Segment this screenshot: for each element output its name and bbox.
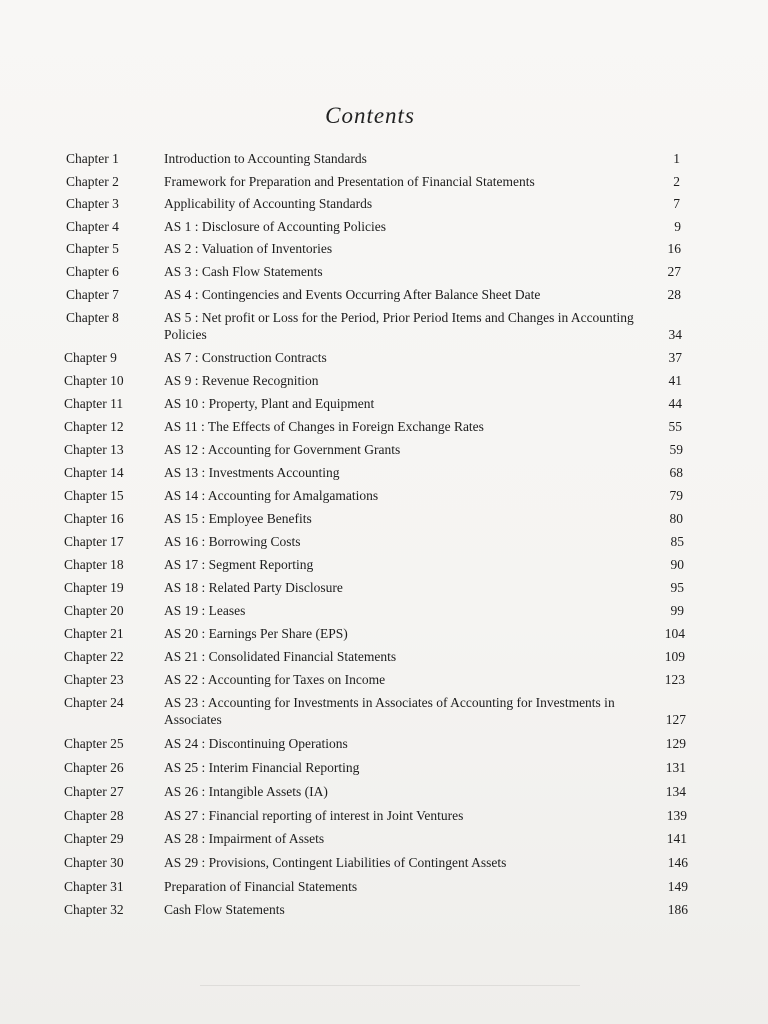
- chapter-number: Chapter 15: [64, 488, 124, 503]
- chapter-title: AS 20 : Earnings Per Share (EPS): [164, 626, 348, 641]
- chapter-title: AS 22 : Accounting for Taxes on Income: [164, 672, 386, 687]
- page-number: 90: [670, 557, 684, 572]
- chapter-number: Chapter 30: [64, 855, 124, 870]
- chapter-title: AS 21 : Consolidated Financial Statements: [164, 649, 397, 664]
- chapter-title: AS 4 : Contingencies and Events Occurring After Balance Sheet Date: [164, 287, 541, 302]
- chapter-title: AS 5 : Net profit or Loss for the Period, Prior Period Items and Changes in Accounting Policies: [164, 310, 634, 342]
- chapter-number: Chapter 2: [66, 174, 119, 189]
- chapter-title: AS 26 : Intangible Assets (IA): [164, 784, 328, 799]
- chapter-number: Chapter 6: [66, 264, 119, 279]
- chapter-title: AS 3 : Cash Flow Statements: [164, 264, 323, 279]
- chapter-title: AS 9 : Revenue Recognition: [164, 373, 319, 388]
- chapter-number: Chapter 12: [64, 419, 124, 434]
- chapter-number: Chapter 5: [66, 241, 119, 256]
- chapter-number: Chapter 31: [64, 879, 124, 894]
- chapter-number: Chapter 14: [64, 465, 124, 480]
- chapter-number: Chapter 17: [64, 534, 124, 549]
- chapter-title: AS 16 : Borrowing Costs: [164, 534, 301, 549]
- page-number: 80: [669, 511, 683, 526]
- chapter-number: Chapter 21: [64, 626, 124, 641]
- page-number: 186: [667, 902, 688, 917]
- chapter-number: Chapter 26: [64, 760, 124, 775]
- chapter-title: AS 23 : Accounting for Investments in Associates of Accounting for Investments in Associates: [164, 695, 615, 727]
- chapter-number: Chapter 20: [64, 603, 124, 618]
- chapter-title: AS 10 : Property, Plant and Equipment: [164, 396, 375, 411]
- chapter-number: Chapter 19: [64, 580, 124, 595]
- page-number: 44: [668, 396, 682, 411]
- page-number: 149: [667, 879, 688, 894]
- page-title: Contents: [325, 103, 415, 128]
- page-number: 141: [666, 831, 687, 846]
- chapter-title: AS 29 : Provisions, Contingent Liabilities of Contingent Assets: [164, 855, 507, 870]
- chapter-number: Chapter 3: [66, 196, 119, 211]
- chapter-number: Chapter 28: [64, 808, 124, 823]
- chapter-title: AS 25 : Interim Financial Reporting: [164, 760, 360, 775]
- page-number: 79: [669, 488, 683, 503]
- page-number: 129: [665, 736, 686, 751]
- chapter-title: Framework for Preparation and Presentation of Financial Statements: [164, 174, 535, 189]
- page-number: 146: [667, 855, 688, 870]
- page-number: 16: [667, 241, 681, 256]
- page-number: 55: [668, 419, 682, 434]
- chapter-number: Chapter 9: [64, 350, 117, 365]
- page-number: 85: [670, 534, 684, 549]
- chapter-title: AS 13 : Investments Accounting: [164, 465, 340, 480]
- page-number: 139: [666, 808, 687, 823]
- page-edge-shadow: [200, 985, 580, 986]
- chapter-title: Cash Flow Statements: [164, 902, 285, 917]
- chapter-title: AS 27 : Financial reporting of interest in Joint Ventures: [164, 808, 464, 823]
- page-number: 7: [673, 196, 680, 211]
- page-number: 28: [667, 287, 681, 302]
- chapter-number: Chapter 7: [66, 287, 119, 302]
- page-number: 1: [673, 151, 680, 166]
- chapter-title: Preparation of Financial Statements: [164, 879, 358, 894]
- page-number: 34: [668, 327, 682, 342]
- chapter-number: Chapter 16: [64, 511, 124, 526]
- chapter-number: Chapter 25: [64, 736, 124, 751]
- chapter-title: AS 1 : Disclosure of Accounting Policies: [164, 219, 386, 234]
- chapter-title: AS 15 : Employee Benefits: [164, 511, 312, 526]
- chapter-number: Chapter 11: [64, 396, 124, 411]
- page-number: 99: [670, 603, 684, 618]
- chapter-number: Chapter 23: [64, 672, 124, 687]
- chapter-title: Applicability of Accounting Standards: [164, 196, 373, 211]
- chapter-number: Chapter 29: [64, 831, 124, 846]
- page-number: 27: [667, 264, 681, 279]
- chapter-number: Chapter 13: [64, 442, 124, 457]
- page-number: 37: [668, 350, 682, 365]
- chapter-number: Chapter 32: [64, 902, 124, 917]
- chapter-title: AS 17 : Segment Reporting: [164, 557, 314, 572]
- chapter-number: Chapter 24: [64, 695, 124, 710]
- page-number: 2: [673, 174, 680, 189]
- page-number: 41: [668, 373, 682, 388]
- chapter-title: AS 14 : Accounting for Amalgamations: [164, 488, 379, 503]
- chapter-title: AS 18 : Related Party Disclosure: [164, 580, 343, 595]
- page-number: 104: [664, 626, 685, 641]
- page-number: 123: [664, 672, 685, 687]
- chapter-title: AS 2 : Valuation of Inventories: [164, 241, 333, 256]
- chapter-title: Introduction to Accounting Standards: [164, 151, 367, 166]
- chapter-number: Chapter 18: [64, 557, 124, 572]
- chapter-title: AS 28 : Impairment of Assets: [164, 831, 325, 846]
- chapter-number: Chapter 1: [66, 151, 119, 166]
- page-number: 131: [665, 760, 686, 775]
- page-number: 134: [665, 784, 686, 799]
- chapter-number: Chapter 8: [66, 310, 119, 325]
- chapter-number: Chapter 4: [66, 219, 119, 234]
- chapter-number: Chapter 10: [64, 373, 124, 388]
- chapter-number: Chapter 27: [64, 784, 124, 799]
- page-number: 9: [674, 219, 681, 234]
- chapter-title: AS 19 : Leases: [164, 603, 246, 618]
- page-number: 68: [669, 465, 683, 480]
- chapter-title: AS 12 : Accounting for Government Grants: [164, 442, 401, 457]
- page-number: 109: [664, 649, 685, 664]
- chapter-title: AS 11 : The Effects of Changes in Foreign Exchange Rates: [164, 419, 484, 434]
- page-number: 127: [665, 712, 686, 727]
- chapter-title: AS 24 : Discontinuing Operations: [164, 736, 348, 751]
- page-number: 95: [670, 580, 684, 595]
- chapter-number: Chapter 22: [64, 649, 124, 664]
- chapter-title: AS 7 : Construction Contracts: [164, 350, 327, 365]
- page-number: 59: [669, 442, 683, 457]
